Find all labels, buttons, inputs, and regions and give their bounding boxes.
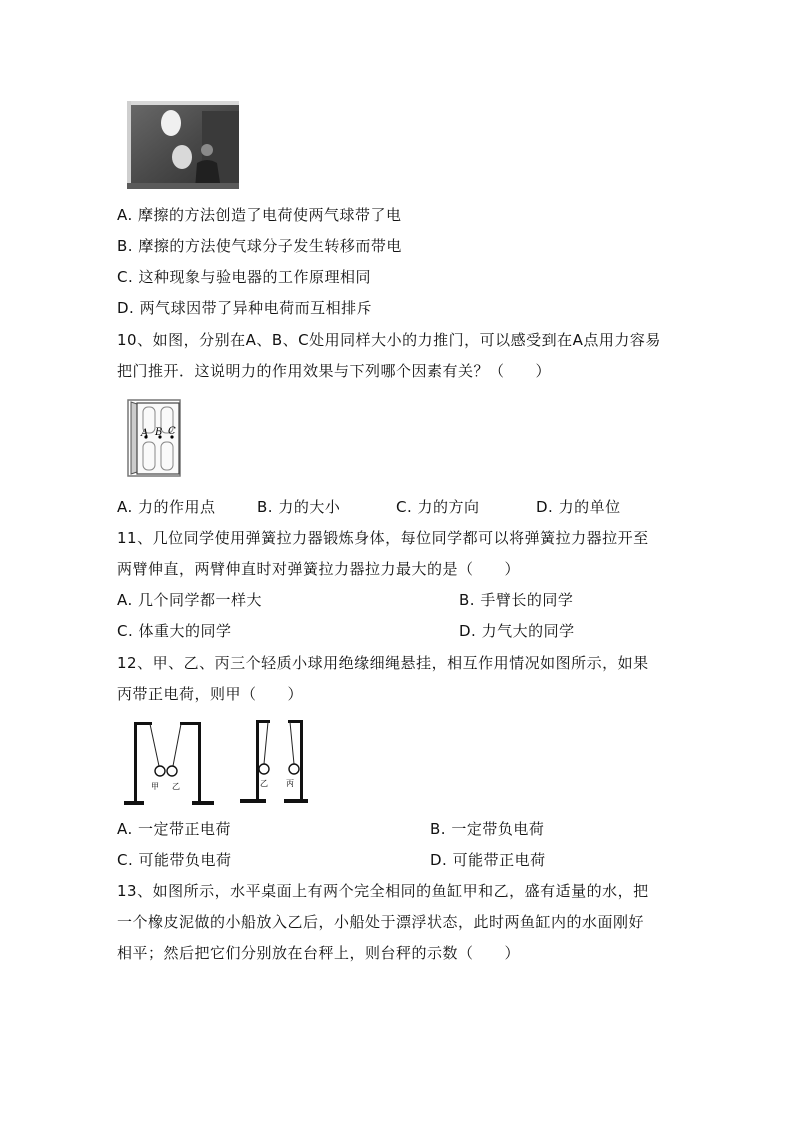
door-label-a: A [141, 428, 149, 439]
ball-label-yi-right: 乙 [260, 779, 268, 788]
q11-stem-line1: 11、几位同学使用弹簧拉力器锻炼身体，每位同学都可以将弹簧拉力器拉开至 [117, 529, 649, 547]
q11-option-d: D. 力气大的同学 [459, 622, 575, 640]
hanging-balls-figure-left [120, 718, 218, 806]
hanging-balls-figure-right [238, 716, 310, 804]
q10-option-d: D. 力的单位 [536, 498, 621, 516]
ball-label-jia: 甲 [151, 782, 159, 791]
ball-label-bing: 丙 [286, 779, 294, 788]
q9-option-a: A. 摩擦的方法创造了电荷使两气球带了电 [117, 206, 402, 224]
q9-option-b: B. 摩擦的方法使气球分子发生转移而带电 [117, 237, 402, 255]
q10-stem-line2: 把门推开．这说明力的作用效果与下列哪个因素有关？（ ） [117, 362, 552, 380]
q12-stem-line1: 12、甲、乙、丙三个轻质小球用绝缘细绳悬挂，相互作用情况如图所示，如果 [117, 654, 649, 672]
q9-option-d: D. 两气球因带了异种电荷而互相排斥 [117, 299, 373, 317]
q11-option-a: A. 几个同学都一样大 [117, 591, 263, 609]
door-label-c: C [168, 426, 176, 437]
door-figure [127, 398, 183, 478]
q10-option-c: C. 力的方向 [396, 498, 480, 516]
q10-stem-line1: 10、如图，分别在A、B、C处用同样大小的力推门，可以感受到在A点用力容易 [117, 331, 661, 349]
q11-option-b: B. 手臂长的同学 [459, 591, 574, 609]
q12-option-d: D. 可能带正电荷 [430, 851, 546, 869]
q10-option-b: B. 力的大小 [257, 498, 341, 516]
ball-label-yi-left: 乙 [172, 782, 180, 791]
q11-stem-line2: 两臂伸直，两臂伸直时对弹簧拉力器拉力最大的是（ ） [117, 560, 521, 578]
q12-option-b: B. 一定带负电荷 [430, 820, 545, 838]
q12-option-c: C. 可能带负电荷 [117, 851, 232, 869]
q10-option-a: A. 力的作用点 [117, 498, 216, 516]
q12-stem-line2: 丙带正电荷，则甲（ ） [117, 685, 304, 703]
door-label-b: B [155, 427, 163, 438]
q13-stem-line3: 相平；然后把它们分别放在台秤上，则台秤的示数（ ） [117, 944, 521, 962]
q12-option-a: A. 一定带正电荷 [117, 820, 232, 838]
q13-stem-line2: 一个橡皮泥做的小船放入乙后，小船处于漂浮状态，此时两鱼缸内的水面刚好 [117, 913, 645, 931]
q13-stem-line1: 13、如图所示，水平桌面上有两个完全相同的鱼缸甲和乙，盛有适量的水，把 [117, 882, 649, 900]
q11-option-c: C. 体重大的同学 [117, 622, 232, 640]
balloon-photo [127, 101, 239, 189]
q9-option-c: C. 这种现象与验电器的工作原理相同 [117, 268, 372, 286]
